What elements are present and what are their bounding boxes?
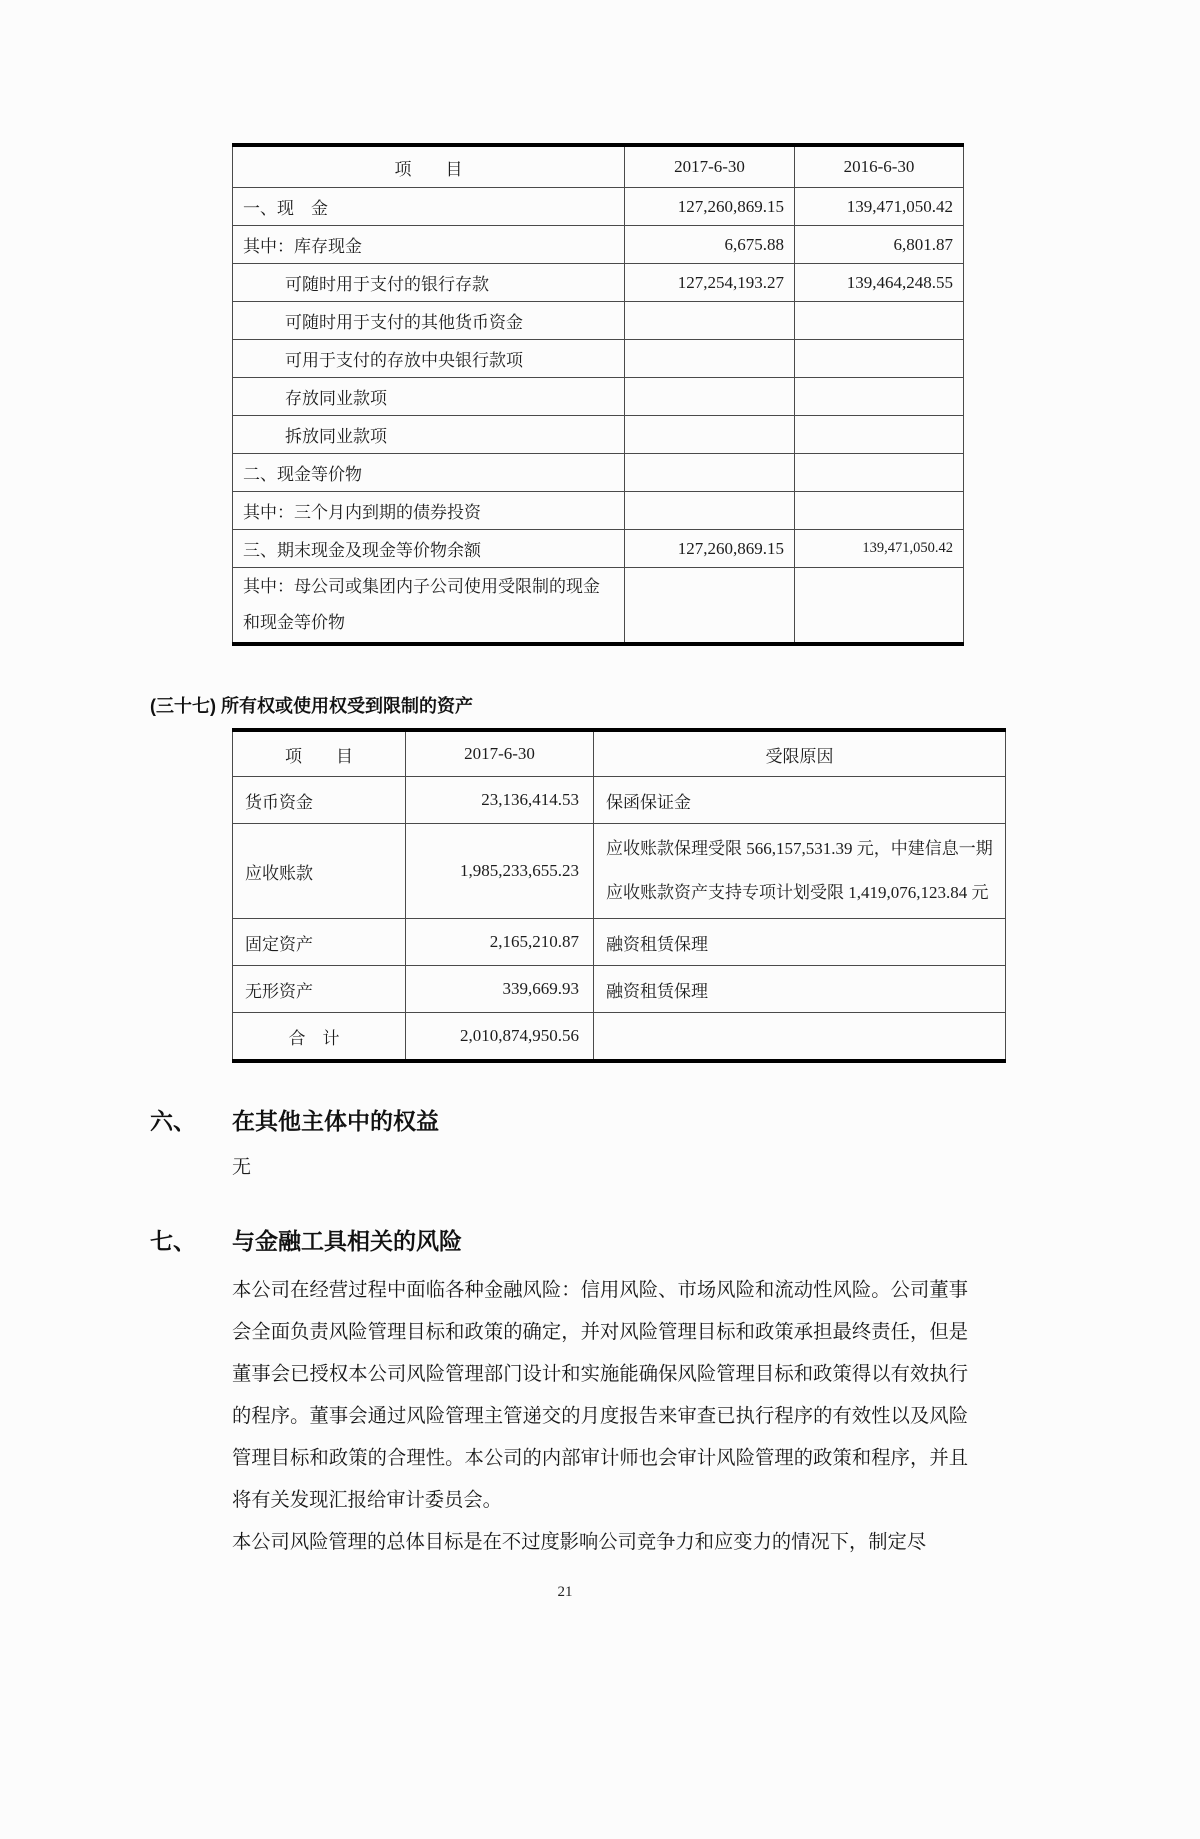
total-value: 2,010,874,950.56	[406, 1013, 594, 1062]
row-label: 存放同业款项	[233, 378, 625, 416]
restricted-assets-table	[232, 728, 1006, 1063]
row-label: 其中：三个月内到期的债券投资	[233, 492, 625, 530]
asset-value: 23,136,414.53	[406, 777, 594, 824]
table-row	[233, 454, 964, 492]
asset-name: 固定资产	[233, 919, 406, 966]
table-row	[233, 824, 1006, 919]
asset-name: 货币资金	[233, 777, 406, 824]
t1-header-2017: 2017-6-30	[625, 145, 795, 188]
row-label: 可随时用于支付的其他货币资金	[233, 302, 625, 340]
section-7-title: 与金融工具相关的风险	[232, 1228, 462, 1254]
table-row	[233, 1013, 1006, 1062]
value-2016	[795, 492, 964, 530]
paragraph: 本公司风险管理的总体目标是在不过度影响公司竞争力和应变力的情况下，制定尽	[232, 1532, 927, 1553]
value-2016: 139,464,248.55	[795, 264, 964, 302]
restriction-reason: 融资租赁保理	[594, 966, 1006, 1013]
value-2017: 127,260,869.15	[625, 188, 795, 226]
restriction-reason	[594, 1013, 1006, 1062]
section-6-title: 在其他主体中的权益	[232, 1108, 439, 1134]
section-6-number: 六、	[150, 1108, 196, 1134]
value-2017	[625, 416, 795, 454]
value-2017	[625, 378, 795, 416]
value-2017: 6,675.88	[625, 226, 795, 264]
asset-name: 应收账款	[233, 824, 406, 919]
value-2017	[625, 568, 795, 645]
table-row	[233, 777, 1006, 824]
row-label: 可随时用于支付的银行存款	[233, 264, 625, 302]
value-2016	[795, 454, 964, 492]
table-row	[233, 188, 964, 226]
page-number: 21	[557, 1584, 573, 1600]
reason-line: 应收账款资产支持专项计划受限 1,419,076,123.84 元	[606, 883, 989, 902]
row-label: 其中：母公司或集团内子公司使用受限制的现金和现金等价物	[233, 568, 625, 645]
asset-value: 339,669.93	[406, 966, 594, 1013]
t1-header-item: 项 目	[233, 145, 625, 188]
table-row	[233, 966, 1006, 1013]
value-2017	[625, 340, 795, 378]
t1-header-row	[233, 145, 964, 188]
cash-equivalents-table	[232, 143, 964, 646]
row-label: 其中：库存现金	[233, 226, 625, 264]
table-row	[233, 340, 964, 378]
restriction-reason: 保函保证金	[594, 777, 1006, 824]
value-2016: 139,471,050.42	[795, 188, 964, 226]
value-2016	[795, 568, 964, 645]
paragraph: 本公司在经营过程中面临各种金融风险：信用风险、市场风险和流动性风险。公司董事会全面负责风险管理目标和政策的确定，并对风险管理目标和政策承担最终责任，但是董事会已授权本公司风险管理部门设计和实施能确保风险管理目标和政策得以有效执行的程序。董事会通过风险管理主管递交的月度报告来审查已执行程序的有效性以及风险管理目标和政策的合理性。本公司的内部审计师也会审计风险管理的政策和程序，并且将有关发现汇报给审计委员会。	[232, 1280, 968, 1511]
row-label: 三、期末现金及现金等价物余额	[233, 530, 625, 568]
t2-header-2017: 2017-6-30	[406, 730, 594, 777]
restriction-reason	[594, 824, 1006, 919]
value-2016: 139,471,050.42	[795, 530, 964, 568]
section-37-heading: (三十七) 所有权或使用权受到限制的资产	[150, 696, 473, 716]
restriction-reason: 融资租赁保理	[594, 919, 1006, 966]
table-row	[233, 568, 964, 645]
value-2016	[795, 378, 964, 416]
row-label: 可用于支付的存放中央银行款项	[233, 340, 625, 378]
asset-value: 2,165,210.87	[406, 919, 594, 966]
value-2017	[625, 454, 795, 492]
value-2016: 6,801.87	[795, 226, 964, 264]
section-6-heading	[150, 1103, 1200, 1136]
t2-header-row	[233, 730, 1006, 777]
table-row	[233, 264, 964, 302]
document-page	[0, 143, 1200, 1839]
value-2016	[795, 302, 964, 340]
table-row	[233, 378, 964, 416]
table-row	[233, 302, 964, 340]
value-2017: 127,260,869.15	[625, 530, 795, 568]
section-7-number: 七、	[150, 1228, 196, 1254]
asset-name: 无形资产	[233, 966, 406, 1013]
total-label: 合 计	[233, 1013, 406, 1062]
value-2017	[625, 302, 795, 340]
asset-value: 1,985,233,655.23	[406, 824, 594, 919]
section-6-body: 无	[232, 1157, 252, 1178]
reason-line: 应收账款保理受限 566,157,531.39 元，中建信息一期	[606, 839, 993, 858]
section-7-body	[232, 1270, 968, 1564]
table-row	[233, 919, 1006, 966]
value-2017: 127,254,193.27	[625, 264, 795, 302]
t2-header-reason: 受限原因	[594, 730, 1006, 777]
table-row	[233, 530, 964, 568]
value-2016	[795, 340, 964, 378]
value-2017	[625, 492, 795, 530]
table-row	[233, 416, 964, 454]
table-row	[233, 492, 964, 530]
section-7-heading	[150, 1223, 1200, 1256]
table-row	[233, 226, 964, 264]
row-label: 一、现 金	[233, 188, 625, 226]
row-label: 拆放同业款项	[233, 416, 625, 454]
t2-header-item: 项 目	[233, 730, 406, 777]
value-2016	[795, 416, 964, 454]
t1-header-2016: 2016-6-30	[795, 145, 964, 188]
row-label: 二、现金等价物	[233, 454, 625, 492]
